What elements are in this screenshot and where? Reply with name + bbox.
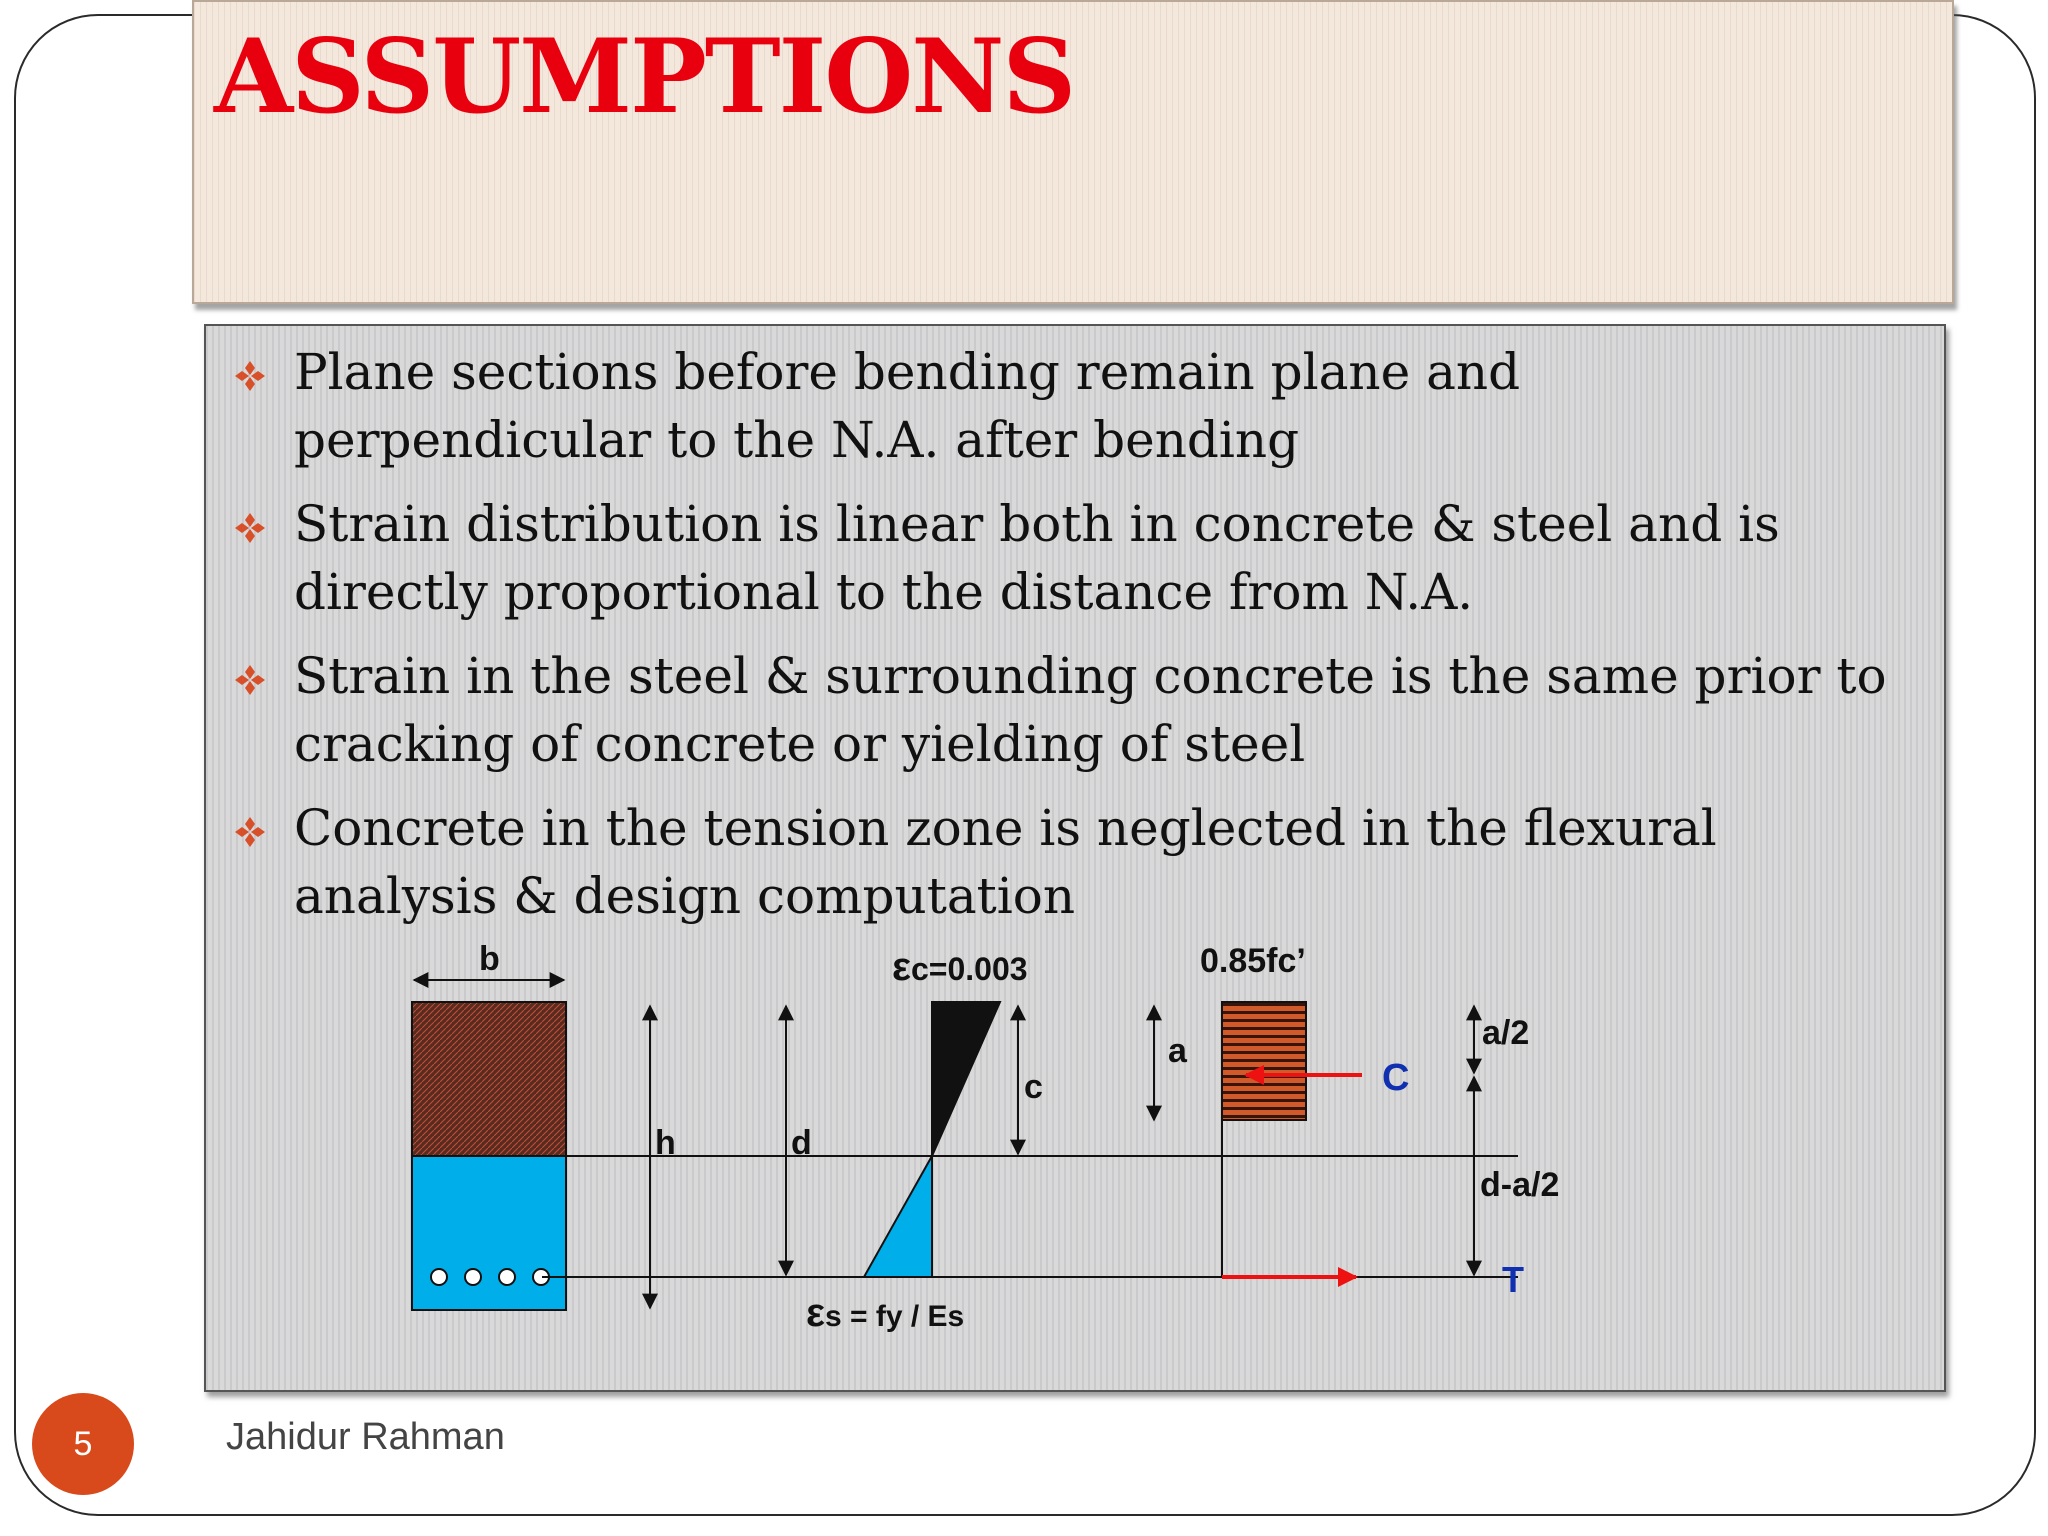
label-stress: 0.85fc’	[1200, 942, 1306, 980]
stress-block	[1222, 1002, 1306, 1120]
flexure-diagram	[206, 326, 1948, 1394]
page-number: 5	[73, 1424, 93, 1463]
label-d-minus-a-half: d-a/2	[1480, 1166, 1560, 1204]
compression-zone	[412, 1002, 566, 1156]
bullet-4-line-1: Concrete in the tension zone is neglected in the flexural	[294, 799, 1717, 857]
bullet-2-line-1: Strain distribution is linear both in concrete & steel and is	[294, 495, 1780, 553]
slide-title: ASSUMPTIONS	[214, 17, 1075, 137]
label-C: C	[1382, 1057, 1410, 1099]
bullet-2-line-2: directly proportional to the distance from N.A.	[294, 563, 1474, 621]
label-c: c	[1024, 1068, 1043, 1106]
footer-author: Jahidur Rahman	[226, 1416, 505, 1458]
label-h: h	[655, 1124, 676, 1162]
rebar-3	[499, 1269, 515, 1285]
label-a: a	[1168, 1032, 1187, 1070]
bullet-1-line-2: perpendicular to the N.A. after bending	[294, 411, 1300, 469]
label-es	[806, 1291, 964, 1335]
bullet-1-line-1: Plane sections before bending remain plane and	[294, 343, 1521, 401]
page-number-badge	[32, 1393, 134, 1495]
label-a-half: a/2	[1482, 1014, 1530, 1052]
bullet-3-line-2: cracking of concrete or yielding of steel	[294, 715, 1306, 773]
label-ec-value: c=0.003	[910, 951, 1028, 987]
bullet-4-line-2: analysis & design computation	[294, 867, 1076, 925]
label-es-value: s = fy / Es	[824, 1300, 965, 1333]
rebar-2	[465, 1269, 481, 1285]
tension-zone	[412, 1156, 566, 1310]
label-es-symbol: ε	[806, 1291, 825, 1335]
label-d: d	[791, 1124, 812, 1162]
bullet-3-line-1: Strain in the steel & surrounding concrete is the same prior to	[294, 647, 1887, 705]
label-ec-symbol: ε	[892, 945, 911, 989]
compression-strain-triangle	[932, 1002, 1000, 1156]
label-T: T	[1502, 1259, 1524, 1300]
label-b: b	[479, 940, 500, 978]
rebar-1	[431, 1269, 447, 1285]
tension-strain-triangle	[864, 1156, 932, 1277]
content-box	[204, 324, 1946, 1392]
label-ec	[892, 945, 1028, 989]
title-band	[192, 0, 1954, 304]
